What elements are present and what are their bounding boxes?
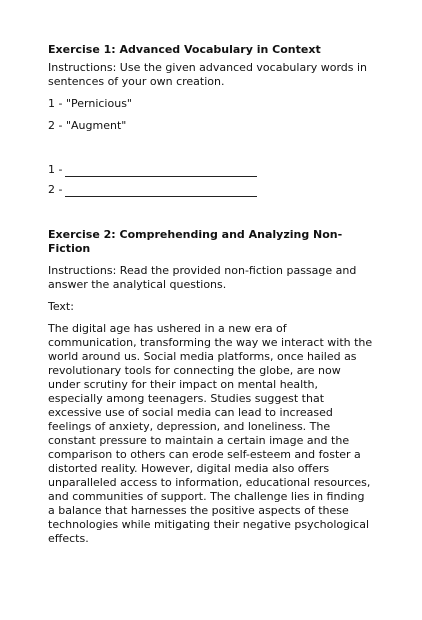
vocab-word-1: 1 - "Pernicious" (48, 97, 132, 110)
answer-line-2[interactable] (48, 183, 374, 197)
exercise-2-title: Exercise 2: Comprehending and Analyzing Non-Fiction (48, 228, 343, 255)
exercise-2-instructions: Instructions: Read the provided non-fiction passage and answer the analytical questions. (48, 264, 357, 291)
answer-line-1[interactable] (48, 163, 374, 177)
answer-blank-1[interactable] (65, 165, 257, 177)
answer-blank-2[interactable] (65, 185, 257, 197)
vocab-word-2: 2 - "Augment" (48, 119, 127, 132)
answer-lines (48, 163, 374, 197)
exercise-1-title: Exercise 1: Advanced Vocabulary in Context (48, 43, 321, 56)
exercise-2 (48, 228, 374, 546)
answer-number-2: 2 - (48, 183, 63, 196)
text-label: Text: (48, 300, 74, 313)
answer-number-1: 1 - (48, 163, 63, 176)
passage-text: The digital age has ushered in a new era of communication, transforming the way we interact with the world around us. Social media platforms, once hailed as revolutionary tools for connecting the globe, are now under scrutiny for their impact on mental health, especially among teenagers. Studies suggest that excessive use of social media can lead to increased feelings of anxiety, depression, and loneliness. The constant pressure to maintain a certain image and the comparison to others can erode self-esteem and foster a distorted reality. However, digital media also offers unparalleled access to information, educational resources, and communities of support. The challenge lies in finding a balance that harnesses the positive aspects of these technologies while mitigating their negative psychological effects. (48, 322, 373, 545)
exercise-1 (48, 43, 374, 197)
exercise-1-instructions: Instructions: Use the given advanced vocabulary words in sentences of your own creation. (48, 61, 368, 88)
